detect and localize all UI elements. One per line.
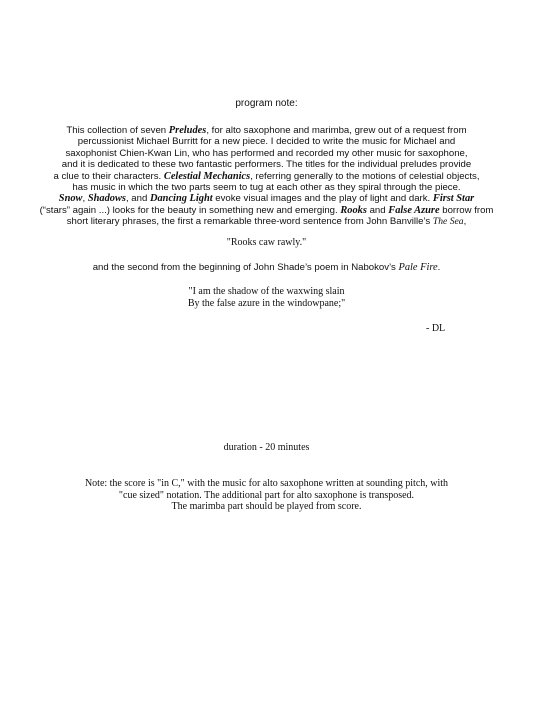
paragraph-line-9: short literary phrases, the first a remarkable three-word sentence from John Banville’s The Sea,	[66, 216, 467, 228]
program-note-paragraph	[34, 125, 499, 228]
author-signature: - DL	[426, 323, 446, 334]
banville-quote: "Rooks caw rawly."	[226, 237, 307, 248]
paragraph-line-8: (“stars” again ...) looks for the beauty in something new and emerging. Rooks and False Azure borrow from	[39, 204, 494, 216]
paragraph-line-6: has music in which the two parts seem to tug at each other as they spiral through the piece.	[72, 182, 461, 194]
title-false-azure: False Azure	[388, 204, 440, 216]
program-note-heading: program note:	[235, 98, 298, 109]
title-preludes: Preludes	[168, 125, 207, 136]
title-shadows: Shadows	[87, 193, 126, 205]
duration-text: duration - 20 minutes	[223, 442, 310, 453]
paragraph-line-1: This collection of seven Preludes, for alto saxophone and marimba, grew out of a request from	[66, 125, 467, 136]
title-celestial-mechanics: Celestial Mechanics	[163, 170, 251, 182]
title-snow: Snow	[58, 193, 83, 205]
paragraph-line-7: Snow, Shadows, and Dancing Light evoke visual images and the play of light and dark. First Star	[58, 193, 475, 205]
paragraph-line-5: a clue to their characters. Celestial Mechanics, referring generally to the motions of celestial objects,	[53, 170, 480, 182]
score-note	[0, 478, 533, 513]
note-line-3: The marimba part should be played from score.	[171, 501, 362, 512]
poem-line-1: "I am the shadow of the waxwing slain	[188, 286, 345, 297]
poem-line-2: By the false azure in the windowpane;"	[187, 297, 346, 309]
paragraph-line-3: saxophonist Chien-Kwan Lin, who has performed and recorded my other music for saxophone,	[65, 147, 468, 159]
paragraph-line-2: percussionist Michael Burritt for a new piece. I decided to write the music for Michael and	[77, 136, 456, 148]
nabokov-poem-quote	[0, 286, 533, 309]
title-first-star: First Star	[432, 193, 475, 205]
book-title-pale-fire: Pale Fire	[398, 262, 438, 273]
note-line-2: "cue sized" notation. The additional part for alto saxophone is transposed.	[118, 489, 415, 501]
note-line-1: Note: the score is "in C," with the music for alto saxophone written at sounding pitch, with	[84, 478, 449, 489]
paragraph-line-4: and it is dedicated to these two fantastic performers. The titles for the individual preludes provide	[61, 159, 472, 171]
book-title-the-sea: The Sea	[432, 216, 464, 228]
nabokov-intro-line: and the second from the beginning of John Shade’s poem in Nabokov’s Pale Fire.	[92, 262, 441, 273]
title-dancing-light: Dancing Light	[149, 193, 213, 205]
title-rooks: Rooks	[340, 204, 367, 216]
